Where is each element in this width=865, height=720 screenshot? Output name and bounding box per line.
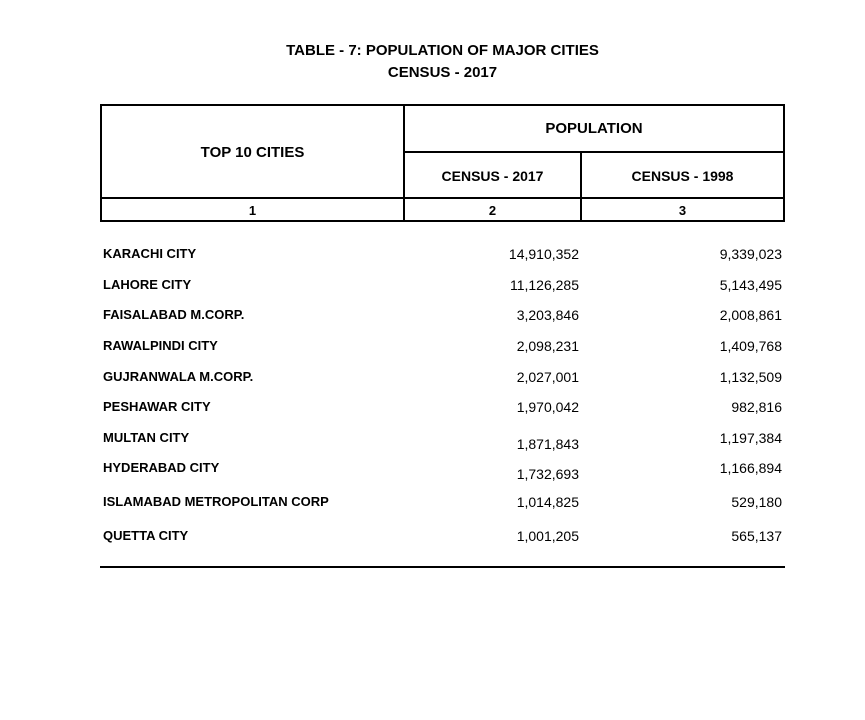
table-bottom-rule bbox=[100, 566, 785, 568]
city-name: PESHAWAR CITY bbox=[103, 399, 211, 414]
header-group-divider bbox=[403, 151, 785, 153]
col-number-1: 1 bbox=[248, 203, 257, 218]
table-subtitle: CENSUS - 2017 bbox=[387, 64, 498, 81]
census-2017-value: 2,098,231 bbox=[516, 338, 579, 354]
table-row bbox=[100, 307, 785, 327]
header-top-cities: TOP 10 CITIES bbox=[200, 144, 305, 161]
header-population: POPULATION bbox=[545, 120, 643, 137]
table-row bbox=[100, 338, 785, 358]
city-name: QUETTA CITY bbox=[103, 528, 189, 543]
table-row bbox=[100, 460, 785, 480]
header-top-border bbox=[100, 104, 785, 106]
city-name: LAHORE CITY bbox=[103, 277, 192, 292]
header-mid-border bbox=[100, 197, 785, 199]
census-2017-value: 1,014,825 bbox=[516, 494, 579, 510]
city-name: MULTAN CITY bbox=[103, 430, 190, 445]
table-title: TABLE - 7: POPULATION OF MAJOR CITIES bbox=[286, 42, 599, 59]
city-name: ISLAMABAD METROPOLITAN CORP bbox=[103, 494, 329, 509]
census-2017-value: 11,126,285 bbox=[509, 277, 579, 293]
table-header bbox=[100, 104, 785, 222]
census-1998-value: 982,816 bbox=[731, 399, 782, 415]
col-number-3: 3 bbox=[678, 203, 687, 218]
city-name: GUJRANWALA M.CORP. bbox=[103, 369, 254, 384]
header-right-border bbox=[783, 104, 785, 222]
census-1998-value: 529,180 bbox=[731, 494, 782, 510]
census-1998-value: 565,137 bbox=[731, 528, 782, 544]
census-2017-value: 1,732,693 bbox=[516, 466, 579, 482]
table-row bbox=[100, 399, 785, 419]
table-row bbox=[100, 246, 785, 266]
census-1998-value: 1,166,894 bbox=[719, 460, 782, 476]
census-2017-value: 1,970,042 bbox=[516, 399, 579, 415]
col-number-2: 2 bbox=[488, 203, 497, 218]
census-2017-value: 1,001,205 bbox=[516, 528, 579, 544]
table-row bbox=[100, 528, 785, 548]
census-2017-value: 14,910,352 bbox=[508, 246, 579, 262]
census-1998-value: 2,008,861 bbox=[719, 307, 782, 323]
city-name: FAISALABAD M.CORP. bbox=[103, 307, 245, 322]
table-row bbox=[100, 430, 785, 450]
city-name: HYDERABAD CITY bbox=[103, 460, 220, 475]
header-bottom-border bbox=[100, 220, 785, 222]
census-2017-value: 2,027,001 bbox=[516, 369, 579, 385]
header-census-2017: CENSUS - 2017 bbox=[441, 168, 544, 184]
city-name: RAWALPINDI CITY bbox=[103, 338, 218, 353]
census-2017-value: 1,871,843 bbox=[516, 436, 579, 452]
table-row bbox=[100, 369, 785, 389]
city-name: KARACHI CITY bbox=[103, 246, 197, 261]
table-row bbox=[100, 277, 785, 297]
census-1998-value: 5,143,495 bbox=[719, 277, 782, 293]
table-row bbox=[100, 494, 785, 514]
census-2017-value: 3,203,846 bbox=[516, 307, 579, 323]
census-1998-value: 9,339,023 bbox=[719, 246, 782, 262]
census-1998-value: 1,409,768 bbox=[719, 338, 782, 354]
header-census-1998: CENSUS - 1998 bbox=[631, 168, 734, 184]
census-1998-value: 1,132,509 bbox=[719, 369, 782, 385]
census-1998-value: 1,197,384 bbox=[719, 430, 782, 446]
